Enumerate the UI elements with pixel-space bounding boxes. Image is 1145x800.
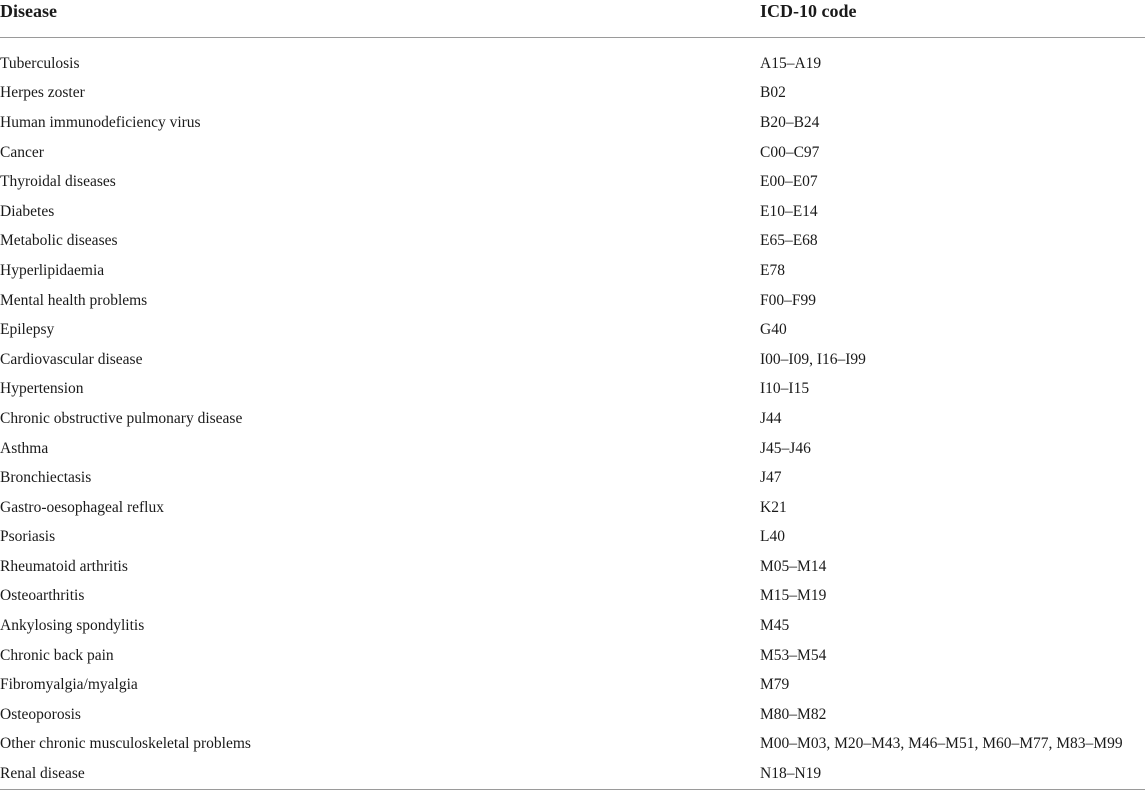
table-row	[0, 463, 1145, 493]
disease-cell: Epilepsy	[0, 321, 55, 339]
disease-cell: Metabolic diseases	[0, 232, 118, 250]
icd10-code-cell: E00–E07	[760, 173, 818, 191]
icd10-code-cell: M00–M03, M20–M43, M46–M51, M60–M77, M83–M99	[760, 735, 1123, 753]
icd10-code-cell: E10–E14	[760, 202, 818, 220]
icd10-code-cell: J45–J46	[760, 439, 811, 457]
disease-cell: Asthma	[0, 439, 49, 457]
table-row	[0, 404, 1145, 434]
header-spacer	[0, 38, 1145, 50]
icd10-code-cell: M45	[760, 617, 790, 635]
icd10-code-cell: B02	[760, 84, 786, 102]
table-row	[0, 256, 1145, 286]
disease-cell: Gastro-oesophageal reflux	[0, 498, 164, 516]
table-row	[0, 138, 1145, 168]
disease-cell: Fibromyalgia/myalgia	[0, 676, 138, 694]
table-row	[0, 523, 1145, 553]
disease-cell: Hyperlipidaemia	[0, 261, 105, 279]
disease-cell: Cancer	[0, 143, 44, 161]
table-row	[0, 730, 1145, 760]
table-row	[0, 286, 1145, 316]
table-row	[0, 79, 1145, 109]
header-row	[0, 0, 1145, 38]
disease-cell: Renal disease	[0, 759, 760, 789]
icd10-code-cell: M80–M82	[760, 705, 827, 723]
disease-cell: Chronic obstructive pulmonary disease	[0, 409, 243, 427]
disease-cell: Other chronic musculoskeletal problems	[0, 735, 251, 753]
table-body	[0, 38, 1145, 790]
table-row	[0, 641, 1145, 671]
disease-cell: Cardiovascular disease	[0, 350, 143, 368]
column-header-disease: Disease	[0, 0, 760, 38]
disease-cell: Herpes zoster	[0, 84, 85, 102]
icd10-code-cell: J47	[760, 469, 782, 487]
icd10-code-cell: G40	[760, 321, 787, 339]
disease-cell: Chronic back pain	[0, 646, 114, 664]
table-row	[0, 759, 1145, 789]
table-row	[0, 197, 1145, 227]
table-row	[0, 375, 1145, 405]
icd10-code-cell: E65–E68	[760, 232, 818, 250]
table-row	[0, 582, 1145, 612]
disease-cell: Mental health problems	[0, 291, 148, 309]
icd10-code-cell: I00–I09, I16–I99	[760, 350, 866, 368]
table-row	[0, 670, 1145, 700]
disease-cell: Human immunodeficiency virus	[0, 113, 201, 131]
table-row	[0, 345, 1145, 375]
icd10-code-cell: K21	[760, 498, 787, 516]
icd10-code-cell: M15–M19	[760, 587, 827, 605]
icd10-code-cell: E78	[760, 261, 785, 279]
disease-cell: Thyroidal diseases	[0, 173, 116, 191]
icd10-code-cell: I10–I15	[760, 380, 810, 398]
table-row	[0, 700, 1145, 730]
column-header-icd10-code: ICD-10 code	[760, 0, 1145, 38]
disease-cell: Osteoarthritis	[0, 587, 85, 605]
table-row	[0, 552, 1145, 582]
disease-cell: Osteoporosis	[0, 705, 81, 723]
icd10-code-cell: F00–F99	[760, 291, 816, 309]
disease-cell: Hypertension	[0, 380, 84, 398]
table-row	[0, 108, 1145, 138]
table-row	[0, 434, 1145, 464]
icd10-code-cell: L40	[760, 528, 785, 546]
disease-cell: Tuberculosis	[0, 54, 80, 72]
icd10-code-cell: B20–B24	[760, 113, 820, 131]
table-row	[0, 227, 1145, 257]
icd10-code-cell: N18–N19	[760, 759, 1145, 789]
table-header	[0, 0, 1145, 38]
disease-cell: Ankylosing spondylitis	[0, 617, 145, 635]
disease-cell: Rheumatoid arthritis	[0, 557, 128, 575]
icd10-code-cell: M53–M54	[760, 646, 827, 664]
disease-cell: Bronchiectasis	[0, 469, 92, 487]
icd10-code-cell: A15–A19	[760, 54, 822, 72]
icd10-code-cell: M05–M14	[760, 557, 827, 575]
table-row	[0, 493, 1145, 523]
icd10-code-cell: C00–C97	[760, 143, 820, 161]
table-row	[0, 611, 1145, 641]
icd10-code-cell: M79	[760, 676, 790, 694]
disease-cell: Diabetes	[0, 202, 55, 220]
table-row	[0, 49, 1145, 79]
table-row	[0, 167, 1145, 197]
icd10-code-cell: J44	[760, 409, 782, 427]
table-row	[0, 315, 1145, 345]
disease-cell: Psoriasis	[0, 528, 56, 546]
